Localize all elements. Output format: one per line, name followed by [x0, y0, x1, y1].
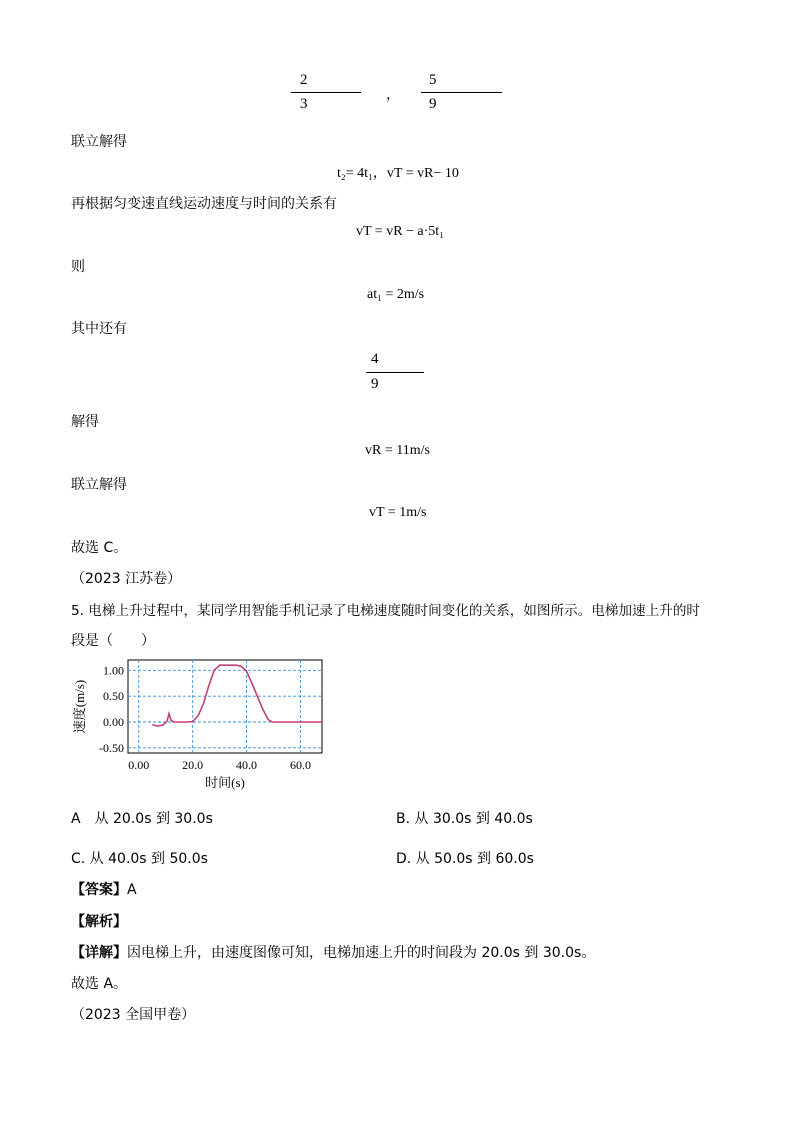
text-line: 联立解得	[71, 477, 127, 493]
question-5-text: 5. 电梯上升过程中，某同学用智能手机记录了电梯速度随时间变化的关系，如图所示。电梯加速上升的时	[71, 603, 701, 619]
fraction-denominator: 9	[371, 376, 379, 392]
source-label-2: （2023 全国甲卷）	[71, 1007, 196, 1023]
fraction-numerator: 4	[371, 351, 379, 367]
x-axis-label: 时间(s)	[205, 775, 245, 790]
answer-label: 【答案】	[71, 882, 127, 898]
grid-lines	[128, 660, 322, 753]
y-axis-label: 速度(m/s)	[72, 679, 87, 734]
fraction-numerator: 2	[300, 72, 308, 88]
conclusion-line: 故选 A。	[71, 976, 128, 992]
text-line: 其中还有	[71, 321, 127, 337]
equation-2: vT = vR − a·5t₁	[356, 224, 445, 239]
text-line: 故选 C。	[71, 540, 128, 556]
x-tick-label: 60.0	[289, 758, 311, 772]
y-tick-label: 0.50	[103, 689, 124, 704]
y-tick-label: -0.50	[99, 740, 124, 755]
analysis-label: 【解析】	[71, 914, 127, 930]
y-tick-label: 0.00	[103, 715, 124, 729]
detail-label: 【详解】	[71, 945, 127, 961]
equation-5: vT = 1m/s	[369, 505, 427, 520]
equation-1: t₂= 4t₁，vT = vR− 10	[337, 166, 459, 181]
option-c[interactable]: C. 从 40.0s 到 50.0s	[71, 851, 208, 867]
option-b[interactable]: B. 从 30.0s 到 40.0s	[396, 811, 533, 827]
separator-comma: ，	[386, 88, 400, 103]
fraction-denominator: 9	[429, 96, 437, 112]
answer-line	[71, 879, 137, 899]
velocity-series-line	[152, 665, 322, 726]
text-line: 则	[71, 259, 85, 275]
equation-3: at₁ = 2m/s	[367, 287, 425, 302]
x-tick-label: 0.00	[128, 758, 150, 772]
y-tick-label: 1.00	[103, 663, 124, 678]
fraction-denominator: 3	[300, 96, 308, 112]
x-tick-labels	[128, 758, 311, 772]
x-tick-label: 40.0	[236, 758, 258, 772]
fraction-bar	[291, 92, 361, 93]
answer-value: A	[127, 882, 137, 898]
detail-line	[71, 942, 595, 962]
fraction-numerator: 5	[429, 72, 437, 88]
equation-4: vR = 11m/s	[365, 443, 430, 458]
text-line: 解得	[71, 414, 99, 430]
fraction-bar	[421, 92, 502, 93]
fraction-bar	[366, 372, 424, 373]
detail-text: 因电梯上升，由速度图像可知，电梯加速上升的时间段为 20.0s 到 30.0s。	[127, 945, 596, 961]
velocity-time-chart	[70, 655, 330, 795]
plot-frame	[128, 660, 322, 753]
option-a[interactable]: A 从 20.0s 到 30.0s	[71, 811, 213, 827]
text-line: 联立解得	[71, 134, 127, 150]
option-d[interactable]: D. 从 50.0s 到 60.0s	[396, 851, 534, 867]
y-tick-labels	[99, 663, 124, 755]
text-line: 再根据匀变速直线运动速度与时间的关系有	[71, 196, 337, 212]
x-tick-label: 20.0	[182, 758, 204, 772]
question-5-text-cont: 段是（ ）	[71, 633, 155, 649]
source-label: （2023 江苏卷）	[71, 571, 182, 587]
